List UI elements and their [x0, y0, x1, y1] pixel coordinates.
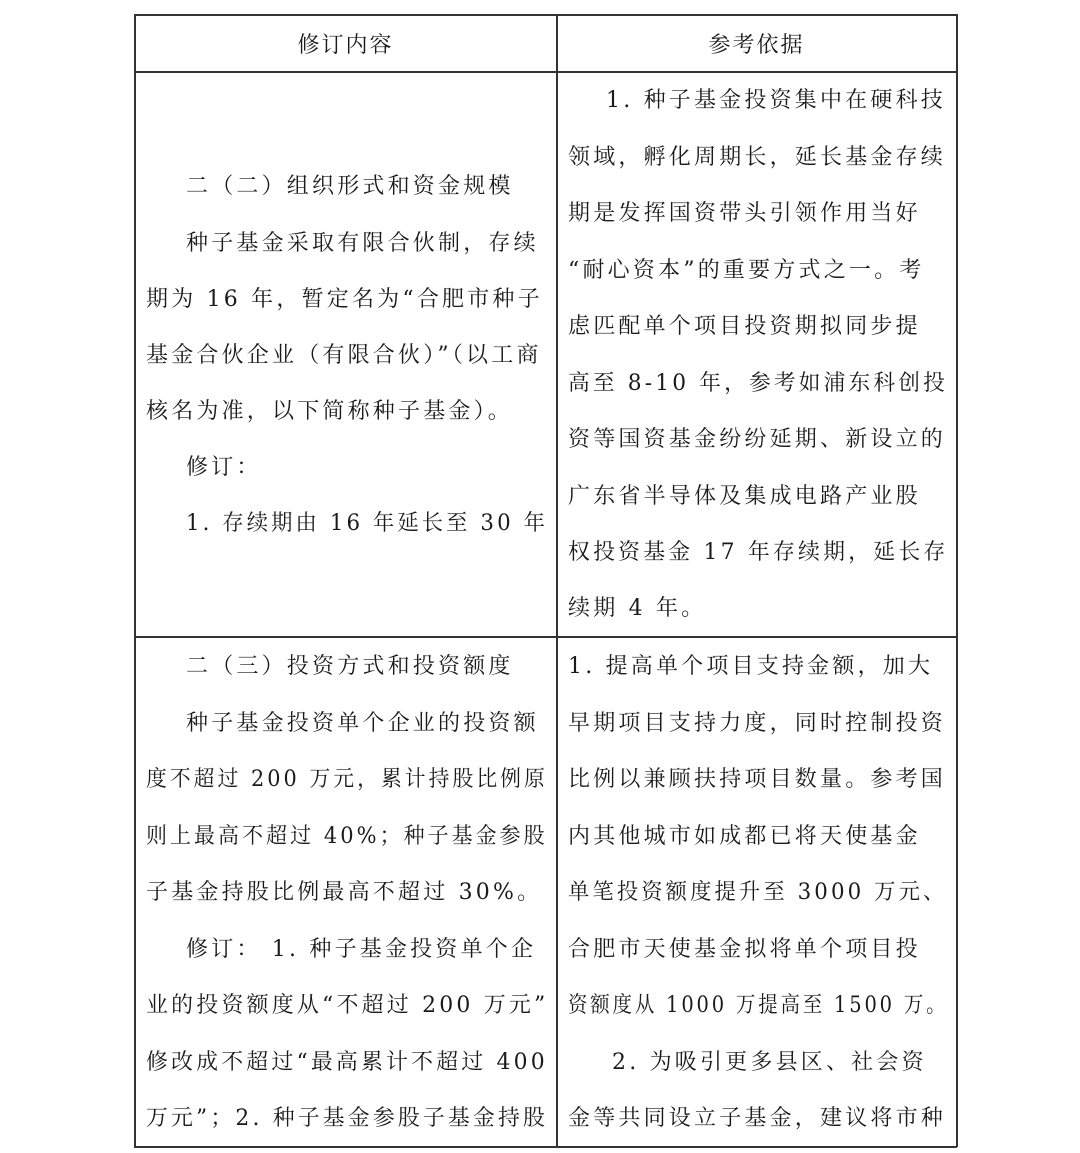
header-reference-basis: 参考依据: [708, 32, 805, 58]
header-revision-content: 修订内容: [297, 32, 394, 58]
row1-left-line: 核名为准，以下简称种子基金）。: [146, 399, 514, 424]
row1-right-line: 资等国资基金纷纷延期、新设立的: [568, 427, 947, 452]
row2-right-line: 早期项目支持力度，同时控制投资: [568, 711, 947, 736]
row1-left-line: 二（二）组织形式和资金规模: [186, 174, 514, 199]
row1-left-line: 1. 存续期由 16 年延长至 30 年: [186, 511, 548, 536]
row1-right-line: 虑匹配单个项目投资期拟同步提: [568, 314, 921, 339]
table-left-border: [134, 14, 136, 1147]
row2-left-line: 业的投资额度从“不超过 200 万元”: [146, 993, 549, 1018]
row2-left-line: 种子基金投资单个企业的投资额: [186, 711, 539, 736]
row1-left-line: 修订：: [186, 455, 262, 480]
row2-right-line: 1. 提高单个项目支持金额，加大: [568, 654, 934, 679]
row2-left-line: 度不超过 200 万元，累计持股比例原: [146, 767, 548, 792]
row1-right-line: “耐心资本”的重要方式之一。考: [568, 258, 925, 283]
row-divider: [134, 636, 957, 638]
row1-right-line: 1. 种子基金投资集中在硬科技: [606, 88, 946, 113]
row1-left-line: 基金合伙企业（有限合伙）”（以工商: [146, 343, 542, 368]
row2-right-line: 单笔投资额度提升至 3000 万元、: [568, 880, 948, 905]
row2-left-line: 子基金持股比例最高不超过 30%。: [146, 880, 543, 905]
row2-left-line: 则上最高不超过 40%；种子基金参股: [146, 824, 548, 849]
row2-right-line: 内其他城市如成都已将天使基金: [568, 824, 921, 849]
table-bottom-border: [134, 1146, 957, 1148]
row2-right-line: 比例以兼顾扶持项目数量。参考国: [568, 767, 947, 792]
row2-left-line: 修改成不超过“最高累计不超过 400: [146, 1050, 548, 1075]
row1-right-line: 领域，孵化周期长，延长基金存续: [568, 145, 947, 170]
row1-left-line: 期为 16 年，暂定名为“合肥市种子: [146, 287, 543, 312]
row1-right-line: 权投资基金 17 年存续期，延长存: [568, 540, 949, 565]
row2-left-line: 修订： 1. 种子基金投资单个企: [186, 937, 537, 962]
column-divider: [556, 14, 558, 1147]
row2-right-line: 合肥市天使基金拟将单个项目投: [568, 937, 921, 962]
row2-right-line: 资额度从 1000 万提高至 1500 万。: [568, 993, 949, 1018]
row1-right-line: 期是发挥国资带头引领作用当好: [568, 201, 921, 226]
row1-right-line: 续期 4 年。: [568, 596, 707, 621]
row2-left-line: 万元”；2. 种子基金参股子基金持股: [146, 1106, 549, 1131]
row2-right-line: 2. 为吸引更多县区、社会资: [612, 1050, 927, 1075]
table-right-border: [956, 14, 958, 1147]
row1-left-line: 种子基金采取有限合伙制，存续: [186, 231, 539, 256]
row1-right-line: 高至 8-10 年，参考如浦东科创投: [568, 371, 949, 396]
row2-left-line: 二（三）投资方式和投资额度: [186, 654, 514, 679]
row1-right-line: 广东省半导体及集成电路产业股: [568, 484, 921, 509]
row2-right-line: 金等共同设立子基金，建议将市种: [568, 1106, 947, 1131]
